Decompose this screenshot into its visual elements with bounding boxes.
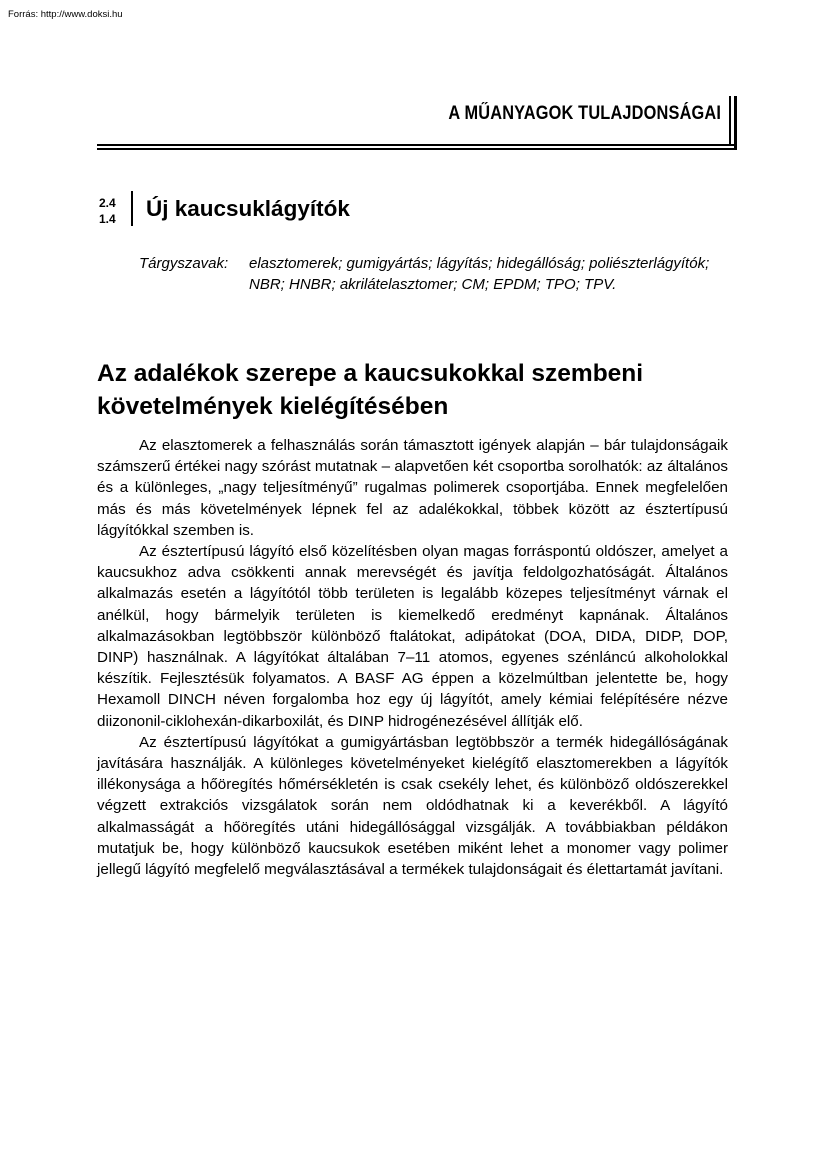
source-note: Forrás: http://www.doksi.hu: [8, 9, 123, 20]
section-divider: [131, 191, 133, 226]
header-bottom-rule: [97, 148, 737, 150]
section-number-line2: 1.4: [99, 212, 116, 226]
article-body: [97, 435, 728, 880]
paragraph-1: Az elasztomerek a felhasználás során támasztott igények alapján – bár tulajdonságaik számszerű értékei nagy szórást mutatnak – alapvetően két csoportba sorolhatók: az általános és a különleges, „nagy teljesítményű” rugalmas polimerek csoportjába. Ennek megfelelően más és más követelmények lépnek fel az adalékokkal, többek között az észtertípusú lágyítókkal szemben is.: [97, 437, 728, 539]
header-bar-outer: [734, 96, 737, 149]
section-number: [99, 195, 116, 227]
keywords-text: elasztomerek; gumigyártás; lágyítás; hidegállóság; poliészterlágyítók; NBR; HNBR; akrilátelasztomer; CM; EPDM; TPO; TPV.: [249, 255, 710, 293]
section-number-line1: 2.4: [99, 196, 116, 210]
article-heading: Az adalékok szerepe a kaucsukokkal szembeni követelmények kielégítésében: [97, 360, 644, 420]
keywords-block: [139, 253, 719, 295]
section-title: Új kaucsuklágyítók: [146, 196, 350, 221]
paragraph-2: Az észtertípusú lágyító első közelítésben olyan magas forráspontú oldószer, amelyet a kaucsukhoz adva csökkenti annak merevségét és javítja feldolgozhatóságát. Általános alkalmazás esetén a lágyítótól több területen is legalább közepes teljesítményt várnak el anélkül, hogy bármelyik területen is kiemelkedő eredményt kapnának. Általános alkalmazásokban legtöbbször különböző ftalátokat, adipátokat (DOA, DIDA, DIDP, DOP, DINP) használnak. A lágyítókat általában 7–11 atomos, egyenes szénláncú alkoholokkal készítik. Fejlesztésük folyamatos. A BASF AG éppen a közelmúltban jelentette be, hogy Hexamoll DINCH néven forgalomba hoz egy új lágyítót, amely kémiai felépítésére nézve diizononil-ciklohexán-dikarboxilát, és DINP hidrogénezésével állítják elő.: [97, 543, 728, 730]
keywords-label: Tárgyszavak:: [139, 255, 229, 272]
header-rule: [97, 144, 734, 146]
paragraph-3: Az észtertípusú lágyítókat a gumigyártásban legtöbbször a termék hidegállóságának javítására használják. A különleges követelményeket kielégítő elasztomerekben a lágyítók illékonysága a hőöregítés hőmérsékletén is csak csekély lehet, és különböző oldószerekkel végzett extrakciós vizsgálatok során nem oldódhatnak ki a keverékből. A lágyító alkalmasságát a hőöregítés utáni hidegállósággal vizsgálják. A továbbiakban példákon mutatjuk be, hogy különböző kaucsukok esetében miként lehet a monomer vagy polimer jellegű lágyító megfelelő megválasztásával a termékek tulajdonságait és élettartamát javítani.: [97, 733, 728, 879]
running-header-title: A MŰANYAGOK TULAJDONSÁGAI: [448, 103, 721, 124]
header-bar-inner: [729, 96, 731, 144]
